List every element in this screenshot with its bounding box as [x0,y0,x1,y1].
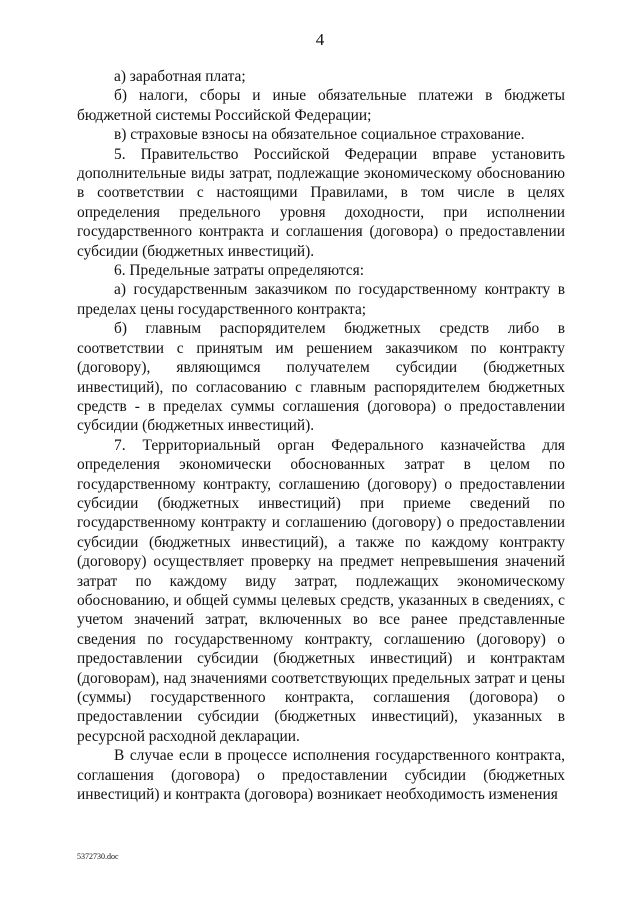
paragraph: В случае если в процессе исполнения государственного контракта, соглашения (договора) о предоставлении субсидии (бюджетных инвестиций) и контракта (договора) возникает необходимость изменения [77,747,565,804]
page-number: 4 [315,30,325,49]
footer-filename: 5372730.doc [77,852,119,861]
paragraph: а) государственным заказчиком по государственному контракту в пределах цены государственного контракта; [77,281,565,318]
paragraph: в) страховые взносы на обязательное социальное страхование. [114,126,525,144]
paragraph: 6. Предельные затраты определяются: [114,262,364,280]
paragraph: а) заработная плата; [114,68,246,85]
document-body [77,67,565,804]
paragraph: б) налоги, сборы и иные обязательные платежи в бюджеты бюджетной системы Российской Федерации; [77,87,565,124]
paragraph: 7. Территориальный орган Федерального казначейства для определения экономически обоснованных затрат в целом по государственному контракту, соглашению (договору) о предоставлении субсидии (бюджетных инвестиций) при приеме сведений по государственному контракту и соглашению (договору) о предоставлении субсидии (бюджетных инвестиций), а также по каждому контракту (договору) осуществляет проверку на предмет непревышения значений затрат по каждому виду затрат, подлежащих экономическому обоснованию, и общей суммы целевых средств, указанных в сведениях, с учетом значений затрат, включенных во все ранее представленные сведения по государственному контракту, соглашению (договору) о предоставлении субсидии (бюджетных инвестиций) и контрактам (договорам), над значениями соответствующих предельных затрат и цены (суммы) государственного контракта, соглашения (договора) о предоставлении субсидии (бюджетных инвестиций), указанных в ресурсной расходной декларации. [77,436,565,745]
paragraph: 5. Правительство Российской Федерации вправе установить дополнительные виды затрат, подлежащие экономическому обоснованию в соответствии с настоящими Правилами, в том числе в целях определения предельного уровня доходности, при исполнении государственного контракта и соглашения (договора) о предоставлении субсидии (бюджетных инвестиций). [77,145,565,260]
paragraph: б) главным распорядителем бюджетных средств либо в соответствии с принятым им решением заказчиком по контракту (договору), являющимся получателем субсидии (бюджетных инвестиций), по согласованию с главным распорядителем бюджетных средств - в пределах суммы соглашения (договора) о предоставлении субсидии (бюджетных инвестиций). [77,320,565,435]
